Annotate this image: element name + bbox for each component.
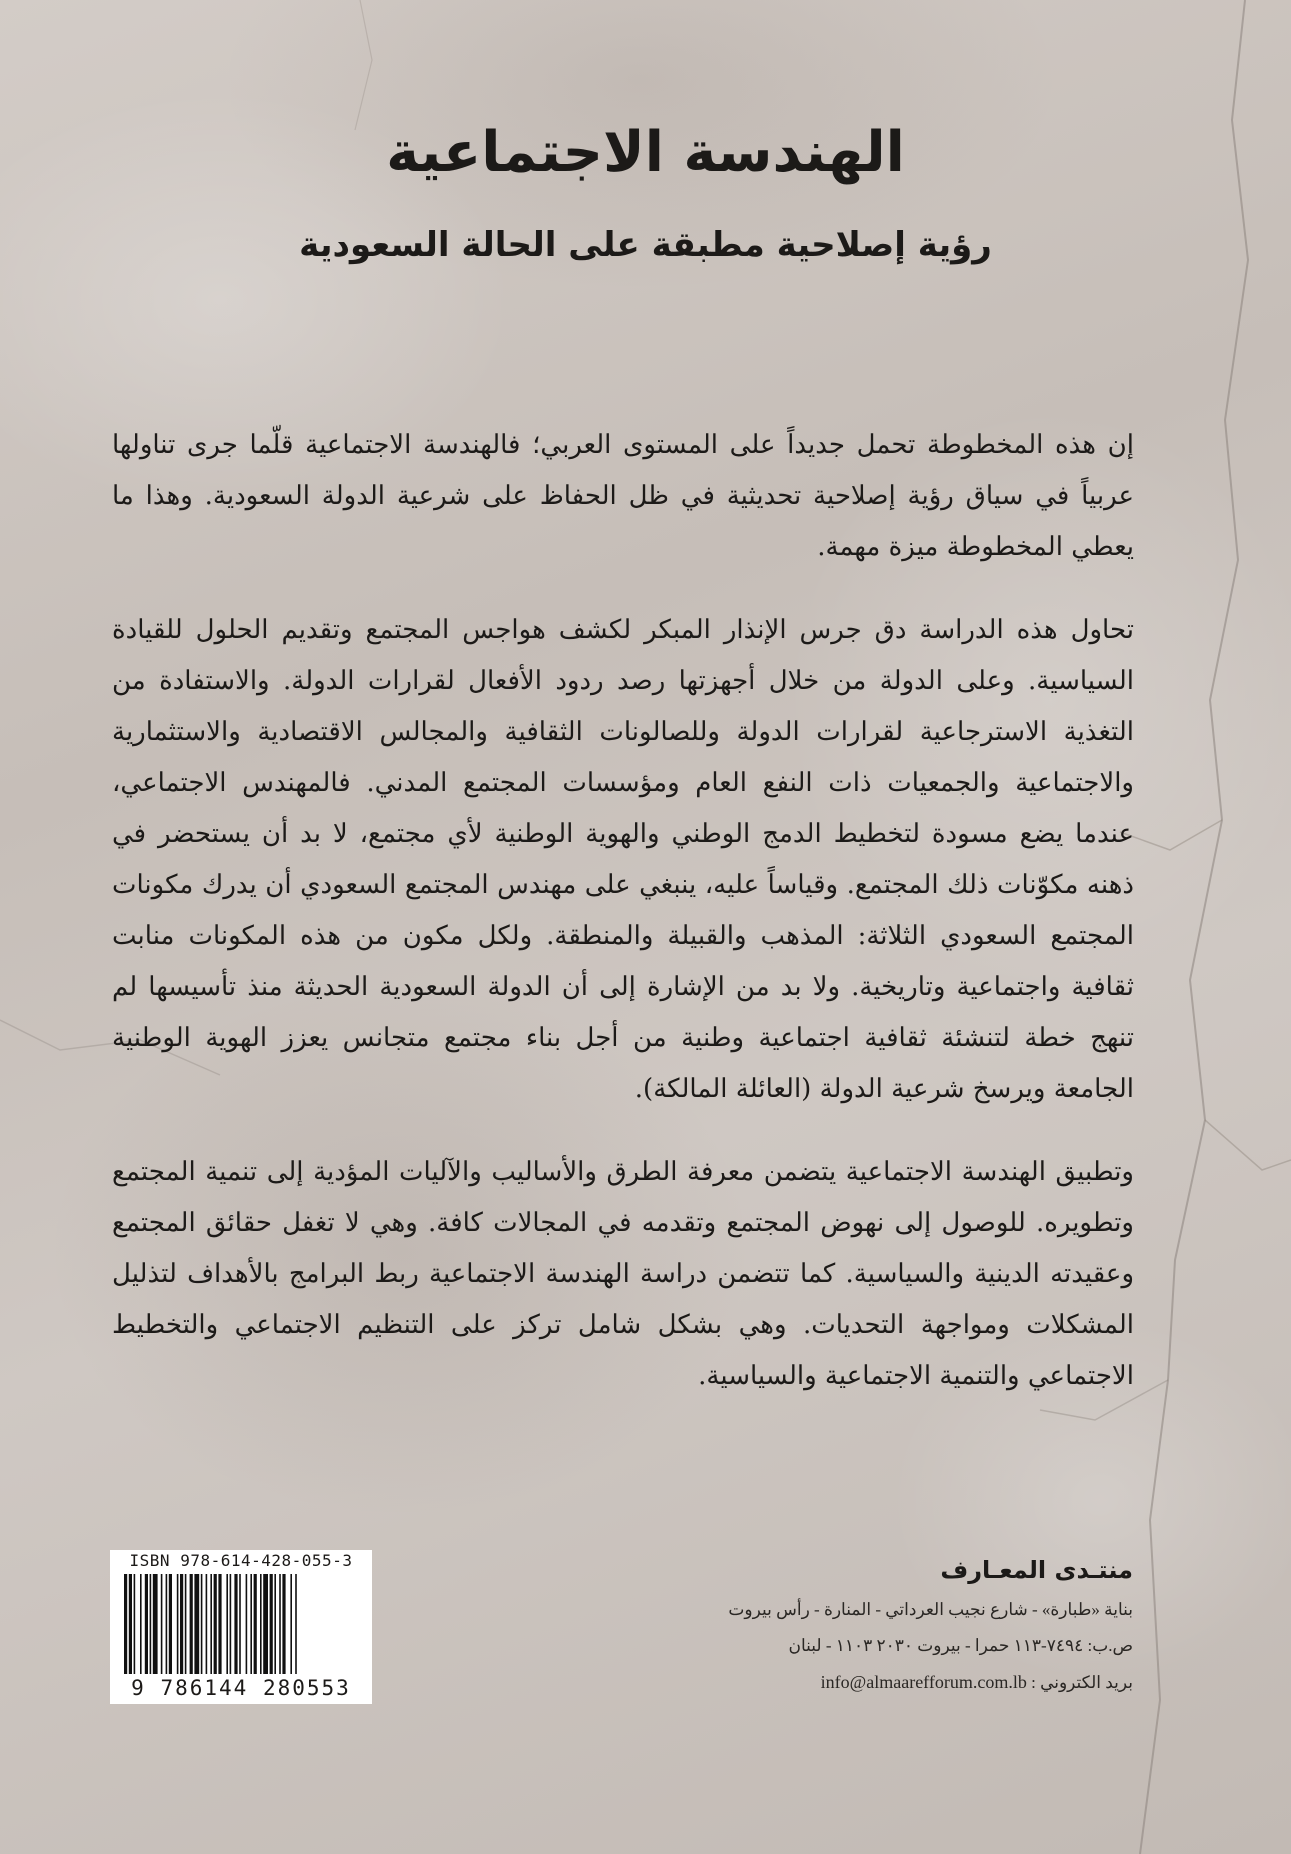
publisher-po-box: ص.ب: ٧٤٩٤-١١٣ حمرا - بيروت ٢٠٣٠ ١١٠٣ - لبنان xyxy=(788,1636,1133,1655)
barcode-digits: 9 786144 280553 xyxy=(131,1676,351,1700)
publisher-address: بناية «طبارة» - شارع نجيب العرداتي - المنارة - رأس بيروت xyxy=(728,1600,1133,1619)
isbn-number: ISBN 978-614-428-055-3 xyxy=(129,1551,353,1570)
isbn-barcode-block xyxy=(110,1550,372,1704)
publisher-info xyxy=(573,1548,1133,1701)
publisher-name: منتـدى المعـارف xyxy=(940,1556,1133,1584)
barcode-image xyxy=(122,1574,360,1674)
publisher-email[interactable]: info@almaarefforum.com.lb xyxy=(820,1672,1027,1692)
publisher-email-line xyxy=(573,1664,1133,1701)
blurb-paragraph-2: تحاول هذه الدراسة دق جرس الإنذار المبكر لكشف هواجس المجتمع وتقديم الحلول للقيادة السياسية. وعلى الدولة من خلال أجهزتها رصد ردود الأفعال لقرارات الدولة. والاستفادة من التغذية الاسترجاعية لقرارات الدولة وللصالونات الثقافية والمجالس الاقتصادية والاستثمارية والاجتماعية والجمعيات ذات النفع العام ومؤسسات المجتمع المدني. فالمهندس الاجتماعي، عندما يضع مسودة لتخطيط الدمج الوطني والهوية الوطنية لأي مجتمع، لا بد أن يستحضر في ذهنه مكوّنات ذلك المجتمع. وقياساً عليه، ينبغي على مهندس المجتمع السعودي أن يدرك مكونات المجتمع السعودي الثلاثة: المذهب والقبيلة والمنطقة. ولكل مكون من هذه المكونات منابت ثقافية واجتماعية وتاريخية. ولا بد من الإشارة إلى أن الدولة السعودية الحديثة منذ تأسيسها لم تنهج خطة لتنشئة ثقافية اجتماعية وطنية من أجل بناء مجتمع متجانس يعزز الهوية الوطنية الجامعة ويرسخ شرعية الدولة (العائلة المالكة). xyxy=(112,615,1134,1104)
blurb-paragraph-3: وتطبيق الهندسة الاجتماعية يتضمن معرفة الطرق والأساليب والآليات المؤدية إلى تنمية المجتمع وتطويره. للوصول إلى نهوض المجتمع وتقدمه في المجالات كافة. وهي لا تغفل حقائق المجتمع وعقيدته الدينية والسياسية. كما تتضمن دراسة الهندسة الاجتماعية ربط البرامج بالأهداف لتذليل المشكلات ومواجهة التحديات. وهي بشكل شامل تركز على التنظيم الاجتماعي والتخطيط الاجتماعي والتنمية الاجتماعية والسياسية. xyxy=(112,1157,1135,1391)
blurb-paragraph-1: إن هذه المخطوطة تحمل جديداً على المستوى العربي؛ فالهندسة الاجتماعية قلّما جرى تناولها عربياً في سياق رؤية إصلاحية تحديثية في ظل الحفاظ على شرعية الدولة السعودية. وهذا ما يعطي المخطوطة ميزة مهمة. xyxy=(112,430,1134,562)
book-subtitle: رؤية إصلاحية مطبقة على الحالة السعودية xyxy=(299,225,992,265)
email-label: بريد الكتروني : xyxy=(1031,1673,1133,1692)
book-title: الهندسة الاجتماعية xyxy=(386,120,905,185)
blurb-text xyxy=(112,420,1134,1434)
